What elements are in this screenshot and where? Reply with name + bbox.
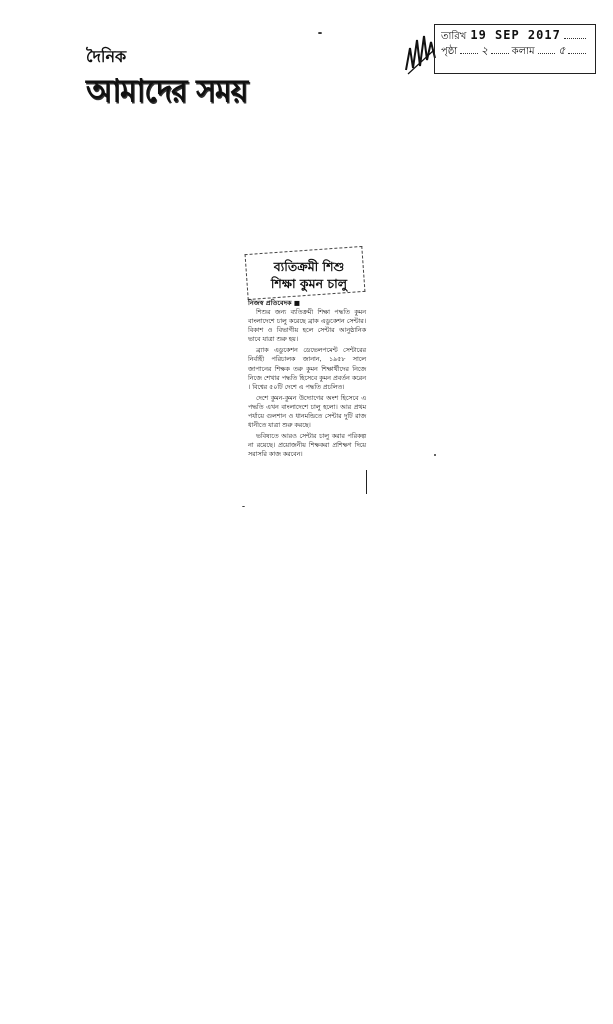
stamp-page-value: ২	[480, 44, 489, 57]
date-stamp	[434, 24, 596, 74]
clipping-stamp-area	[404, 22, 604, 80]
stamp-dotted-line	[538, 44, 556, 54]
stamp-dotted-line	[564, 29, 586, 39]
article-paragraph: শিশুর জন্য ব্যতিক্রমী শিক্ষা পদ্ধতি কুমন বাংলাদেশে চালু করেছে ব্রাক এডুকেশন সেন্টার। বিকাশ ও বিভাগীয় হলে সেন্টার আনুষ্ঠানিক ভাবে যাত্রা শুরু হয়।	[248, 309, 366, 344]
stamp-page-row	[441, 44, 589, 59]
article-byline: নিজস্ব প্রতিবেদক ■	[248, 299, 300, 307]
stamp-date-row	[441, 28, 589, 44]
headline-line-1: ব্যতিক্রমী শিশু	[273, 259, 345, 274]
article-headline	[254, 258, 364, 292]
signature-scribble-icon	[404, 30, 438, 76]
article-paragraph: ভবিষ্যতে আরও সেন্টার চালু করার পরিকল্পনা রয়েছে। প্রয়োজনীয় শিক্ষকরা প্রশিক্ষণ দিয়ে সরাসরি কাজ করবেন।	[248, 433, 366, 459]
stamp-date-value: 19 SEP 2017	[470, 28, 561, 42]
column-rule	[366, 470, 367, 494]
masthead-name: আমাদের সময়	[86, 73, 248, 111]
article-paragraph: দেশে কুমন-কুমন উদ্যোগের অংশ হিসেবে এ পদ্ধতি এখন বাংলাদেশে চালু হলো। আর প্রথম পর্যায়ে গুলশান ও ধানমন্ডিতে সেন্টার দুটি রাজধানীতে যাত্রা শুরু করছে।	[248, 394, 366, 430]
stamp-date-label: তারিখ	[441, 31, 467, 42]
stamp-column-label: কলাম	[511, 46, 535, 57]
article-clipping	[236, 244, 374, 506]
headline-line-2: শিক্ষা কুমন চালু	[270, 276, 348, 291]
article-body	[248, 308, 366, 462]
stamp-column-value: ৫	[558, 44, 566, 57]
scan-speck	[318, 32, 322, 34]
newspaper-masthead	[86, 44, 316, 124]
article-paragraph: ব্র্যাক এডুকেশন ডেভেলপমেন্ট সেন্টারের নির্বাহী পরিচালক জানান, ১৯৫৮ সালে জাপানের শিক্ষক তরু কুমন শিক্ষার্থীদের নিজে নিজে শেখার পদ্ধতি হিসেবে কুমন প্রবর্তন করেন। বিশ্বের ৫০টি দেশে এ পদ্ধতি প্রচলিত।	[248, 347, 366, 391]
masthead-prefix: দৈনিক	[86, 47, 127, 66]
scan-speck	[434, 454, 436, 456]
scan-speck	[242, 506, 245, 507]
stamp-dotted-line	[568, 44, 586, 54]
stamp-page-label: পৃষ্ঠা	[441, 46, 458, 57]
stamp-dotted-line	[460, 44, 478, 54]
stamp-dotted-line	[491, 44, 509, 54]
